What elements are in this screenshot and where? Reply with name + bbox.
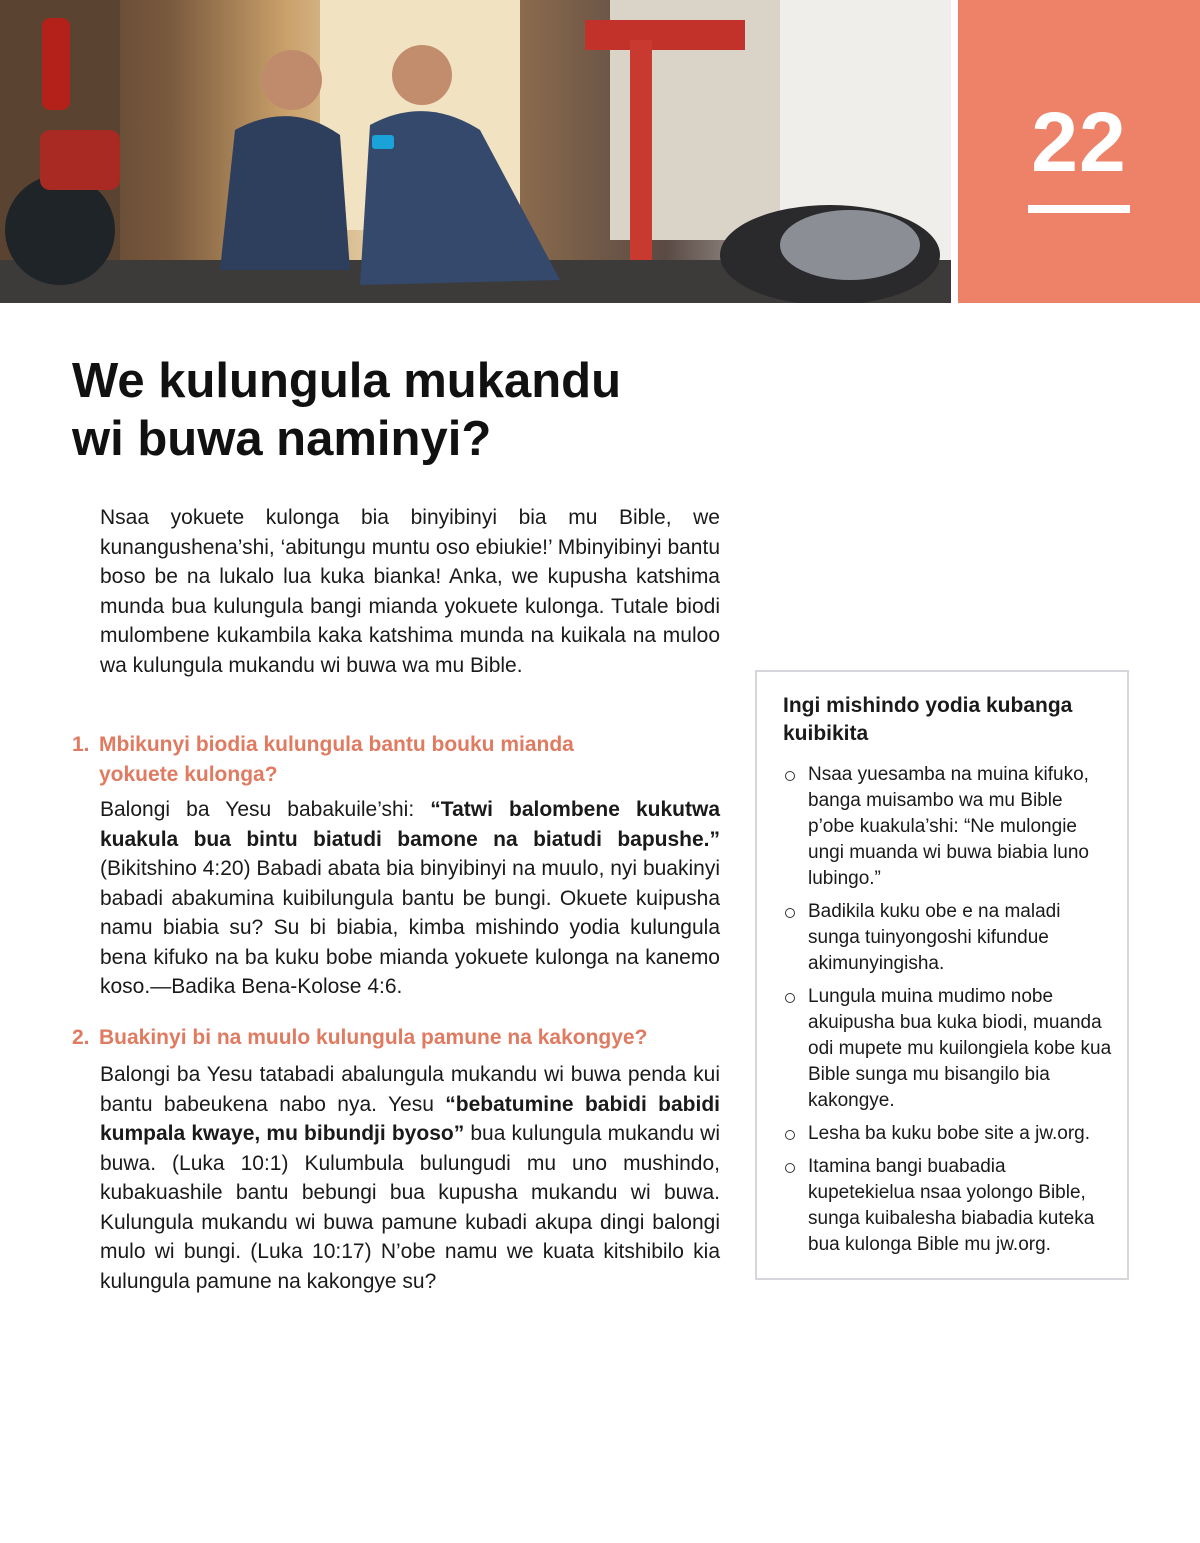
- question-2: [72, 1023, 732, 1053]
- lesson-number: 22: [1031, 95, 1127, 189]
- question-1-line-2: yokuete kulonga?: [99, 762, 278, 786]
- circle-bullet-icon: [785, 1163, 795, 1173]
- tips-list-item: [783, 1154, 1113, 1258]
- title-line-1: We kulungula mukandu: [72, 354, 622, 408]
- tips-list-item: [783, 762, 1113, 892]
- header-photo: [0, 0, 951, 303]
- tips-list-item: [783, 1121, 1113, 1147]
- tips-box-title: Ingi mishindo yodia kubanga kuibikita: [783, 694, 1073, 745]
- question-2-line-1: Buakinyi bi na muulo kulungula pamune na kakongye?: [99, 1026, 648, 1049]
- page-title: [72, 352, 772, 468]
- circle-bullet-icon: [785, 771, 795, 781]
- photo-garage-icon: [0, 0, 951, 303]
- section-2-text-after: bua kulungula mukandu wi buwa. (Luka 10:1) Kulumbula bulungudi mu uno mushindo, kubakuashile bantu bebungi bua kupusha mukandu wi buwa. Kulungula mukandu wi buwa pamune kubadi akupa dingi balongi mulo wi bungi. (Luka 10:17) N’obe namu we kuata kitshibilo kia kulungula pamune na kakongye su?: [100, 1122, 720, 1293]
- intro-block: [100, 503, 720, 680]
- circle-bullet-icon: [785, 908, 795, 918]
- section-2-quote: “bebatumine babidi babidi kumpala kwaye, mu bibundji byoso”: [100, 1092, 720, 1145]
- badge-underline: [1028, 205, 1130, 213]
- tips-list: [783, 762, 1113, 1265]
- section-1-paragraph: [100, 795, 720, 1002]
- circle-bullet-icon: [785, 993, 795, 1003]
- question-1-number: 1.: [72, 733, 90, 756]
- tips-box: [755, 670, 1129, 1280]
- question-1-line-1: Mbikunyi biodia kulungula bantu bouku mianda: [99, 733, 574, 756]
- tips-item-text: Lungula muina mudimo nobe akuipusha bua kuka biodi, muanda odi mupete mu kuilongiela kobe kua Bible sunga mu bisangilo bia kakongye.: [808, 986, 1112, 1111]
- circle-bullet-icon: [785, 1130, 795, 1140]
- question-1: [72, 730, 732, 789]
- tips-item-text: Nsaa yuesamba na muina kifuko, banga muisambo wa mu Bible p’obe kuakula’shi: “Ne mulongie ungi muanda wi buwa biabia luno lubingo.”: [808, 764, 1089, 889]
- intro-paragraph: Nsaa yokuete kulonga bia binyibinyi bia mu Bible, we kunangushena’shi, ‘abitungu muntu oso ebiukie!’ Mbinyibinyi bantu boso be na lukalo lua kuka bianka! Anka, we kupusha katshima munda bua kulungula bangi mianda yokuete kulonga. Tutale biodi mulombene kukambila kaka katshima munda na kuikala na muloo wa kulungula mukandu wi buwa wa mu Bible.: [100, 506, 720, 677]
- section-2-paragraph: [100, 1060, 720, 1296]
- section-1-block: [100, 795, 720, 1002]
- tips-list-item: [783, 899, 1113, 977]
- section-1-text-before: Balongi ba Yesu babakuile’shi:: [100, 798, 431, 821]
- question-2-number: 2.: [72, 1026, 90, 1049]
- lesson-badge: [958, 0, 1200, 303]
- section-1-text-after: (Bikitshino 4:20) Babadi abata bia binyibinyi na muulo, nyi buakinyi babadi abakumina kuibilungula bantu be bungi. Okuete kuipusha namu biabia su? Su bi biabia, kimba mishindo yodia kulungula bena kifuko na ba kuku bobe mianda yokuete kulonga na kanemo koso.—Badika Bena-Kolose 4:6.: [100, 857, 720, 998]
- tips-list-item: [783, 984, 1113, 1114]
- tips-item-text: Itamina bangi buabadia kupetekielua nsaa yolongo Bible, sunga kuibalesha biabadia kuteka bua kulonga Bible mu jw.org.: [808, 1156, 1095, 1255]
- title-line-2: wi buwa naminyi?: [72, 412, 492, 466]
- section-2-text-before: Balongi ba Yesu tatabadi abalungula mukandu wi buwa penda kui bantu babeukena nabo nya. Yesu: [100, 1063, 720, 1116]
- tips-item-text: Lesha ba kuku bobe site a jw.org.: [808, 1123, 1091, 1144]
- section-1-quote: “Tatwi balombene kukutwa kuakula bua bintu biatudi bamone na biatudi bapushe.”: [100, 798, 721, 851]
- section-2-block: [100, 1060, 720, 1296]
- tips-item-text: Badikila kuku obe e na maladi sunga tuinyongoshi kifundue akimunyingisha.: [808, 901, 1061, 974]
